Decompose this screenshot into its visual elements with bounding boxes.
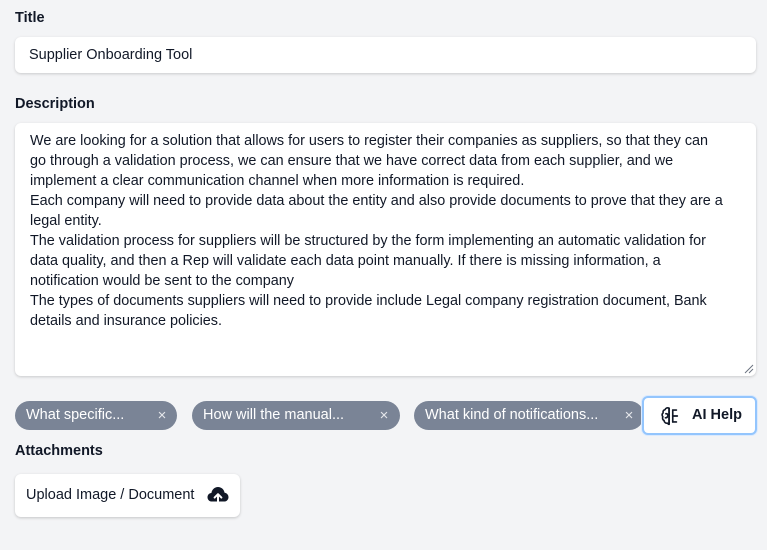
description-line: Each company will need to provide data about the entity and also provide documents to prove that they are a xyxy=(30,193,723,209)
suggestion-chip-label: How will the manual... xyxy=(203,407,345,423)
description-label: Description xyxy=(15,96,95,112)
title-label: Title xyxy=(15,10,45,26)
suggestion-chip[interactable] xyxy=(15,401,177,430)
suggestion-chip[interactable] xyxy=(414,401,644,430)
description-line: details and insurance policies. xyxy=(30,313,222,329)
description-line: The types of documents suppliers will need to provide include Legal company registration document, Bank xyxy=(30,293,707,309)
description-line: The validation process for suppliers will be structured by the form implementing an automatic validation for xyxy=(30,233,706,249)
description-line: We are looking for a solution that allows for users to register their companies as suppliers, so that they can xyxy=(30,133,709,149)
upload-button[interactable] xyxy=(15,474,240,517)
close-icon[interactable]: × xyxy=(624,407,634,424)
ai-help-label: AI Help xyxy=(692,407,742,423)
description-line: go through a validation process, we can ensure that we have correct data from each supplier, and we xyxy=(30,153,674,169)
suggestion-chip-label: What kind of notifications... xyxy=(425,407,599,423)
upload-button-label: Upload Image / Document xyxy=(26,487,195,503)
title-input[interactable] xyxy=(15,37,756,73)
description-line: implement a clear communication channel when more information is required. xyxy=(30,173,525,189)
resize-handle-icon[interactable] xyxy=(744,364,754,374)
description-line: notification would be sent to the company xyxy=(30,273,294,289)
close-icon[interactable]: × xyxy=(157,407,167,424)
ai-help-button[interactable] xyxy=(642,396,757,435)
description-line: data quality, and then a Rep will validate each data point manually. If there is missing information, a xyxy=(30,253,661,269)
suggestion-chip[interactable] xyxy=(192,401,400,430)
description-textarea[interactable] xyxy=(15,123,756,376)
cloud-upload-icon xyxy=(206,484,230,506)
attachments-label: Attachments xyxy=(15,443,103,459)
suggestion-chip-label: What specific... xyxy=(26,407,125,423)
brain-icon xyxy=(659,405,681,427)
close-icon[interactable]: × xyxy=(379,407,389,424)
description-line: legal entity. xyxy=(30,213,102,229)
